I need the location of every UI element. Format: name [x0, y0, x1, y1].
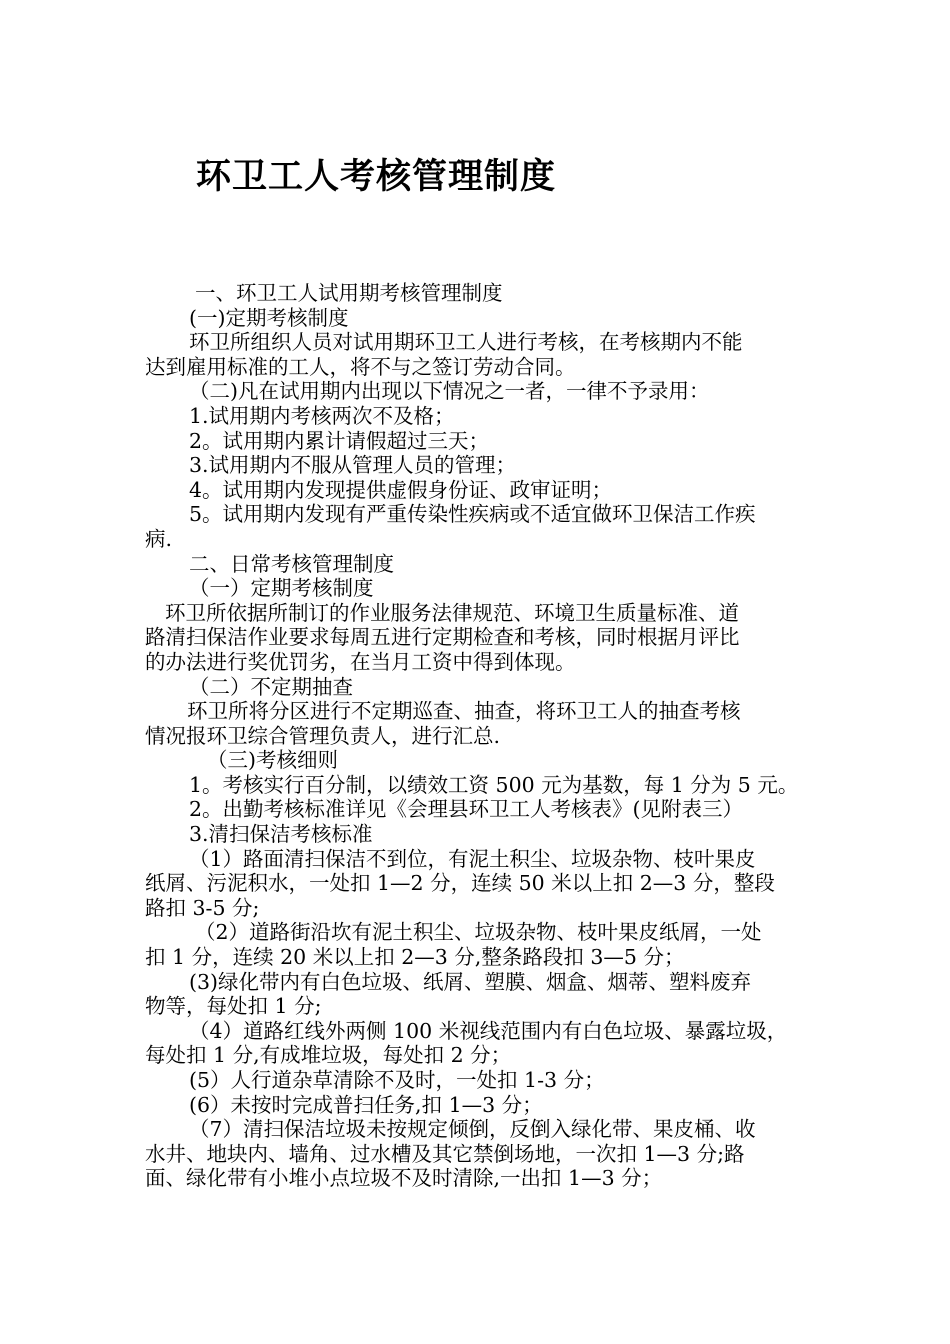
list-item-continuation: 水井、地块内、墙角、过水槽及其它禁倒场地，一次扣 1—3 分;路 [145, 1141, 745, 1166]
subsection-heading: （二）不定期抽查 [189, 674, 353, 699]
paragraph-line: 情况报环卫综合管理负责人，进行汇总. [145, 723, 501, 748]
subsection-heading: (一)定期考核制度 [189, 305, 349, 330]
list-item: 4。试用期内发现提供虚假身份证、政审证明； [189, 477, 613, 502]
section-heading: 二、日常考核管理制度 [189, 551, 394, 576]
paragraph-line: 环卫所组织人员对试用期环卫工人进行考核，在考核期内不能 [189, 330, 743, 355]
list-item-continuation: 路扣 3-5 分; [145, 895, 260, 920]
list-item-continuation: 面、绿化带有小堆小点垃圾不及时清除,一出扣 1—3 分； [145, 1166, 663, 1191]
section-heading: 一、环卫工人试用期考核管理制度 [195, 281, 503, 305]
paragraph-line: 路清扫保洁作业要求每周五进行定期检查和考核，同时根据月评比 [145, 625, 740, 650]
paragraph-line: 达到雇用标准的工人，将不与之签订劳动合同。 [145, 354, 576, 379]
paragraph-line: 环卫所将分区进行不定期巡查、抽查，将环卫工人的抽查考核 [187, 699, 741, 724]
document-body [145, 281, 817, 1191]
list-item: 5。试用期内发现有严重传染性疾病或不适宜做环卫保洁工作疾 [189, 502, 756, 527]
paragraph-line: 环卫所依据所制订的作业服务法律规范、环境卫生质量标准、道 [165, 600, 739, 625]
subsection-heading: （二)凡在试用期内出现以下情况之一者，一律不予录用： [189, 379, 710, 404]
list-item: （2）道路街沿坎有泥土积尘、垃圾杂物、枝叶果皮纸屑，一处 [195, 920, 762, 945]
list-item: （7）清扫保洁垃圾未按规定倾倒，反倒入绿化带、果皮桶、收 [189, 1117, 756, 1142]
list-item: （1）路面清扫保洁不到位，有泥土积尘、垃圾杂物、枝叶果皮 [189, 846, 756, 871]
subsection-heading: （三)考核细则 [207, 748, 338, 773]
list-item-continuation: 扣 1 分，连续 20 米以上扣 2—3 分,整条路段扣 3—5 分； [145, 945, 685, 970]
list-item: （4）道路红线外两侧 100 米视线范围内有白色垃圾、暴露垃圾， [189, 1018, 788, 1043]
list-item: (6）未按时完成普扫任务,扣 1—3 分； [189, 1092, 543, 1117]
list-item: 3.清扫保洁考核标准 [189, 822, 373, 847]
list-item: 1.试用期内考核两次不及格； [189, 403, 455, 428]
paragraph-line: 的办法进行奖优罚劣，在当月工资中得到体现。 [145, 649, 576, 674]
list-item-continuation: 每处扣 1 分,有成堆垃圾，每处扣 2 分； [145, 1043, 512, 1068]
list-item-continuation: 病. [145, 526, 173, 551]
list-item: 2。试用期内累计请假超过三天； [189, 428, 490, 453]
list-item: 3.试用期内不服从管理人员的管理； [189, 453, 517, 478]
list-item: (3)绿化带内有白色垃圾、纸屑、塑膜、烟盒、烟蒂、塑料废弃 [189, 969, 752, 994]
list-item: 1。考核实行百分制，以绩效工资 500 元为基数，每 1 分为 5 元。 [189, 772, 799, 797]
list-item-continuation: 纸屑、污泥积水，一处扣 1—2 分，连续 50 米以上扣 2—3 分，整段 [145, 871, 775, 896]
document-title: 环卫工人考核管理制度 [196, 157, 557, 197]
subsection-heading: （一）定期考核制度 [189, 576, 374, 601]
list-item: (5）人行道杂草清除不及时，一处扣 1-3 分； [189, 1068, 605, 1092]
list-item: 2。出勤考核标准详见《会理县环卫工人考核表》(见附表三） [189, 797, 744, 822]
list-item-continuation: 物等，每处扣 1 分; [145, 994, 322, 1019]
